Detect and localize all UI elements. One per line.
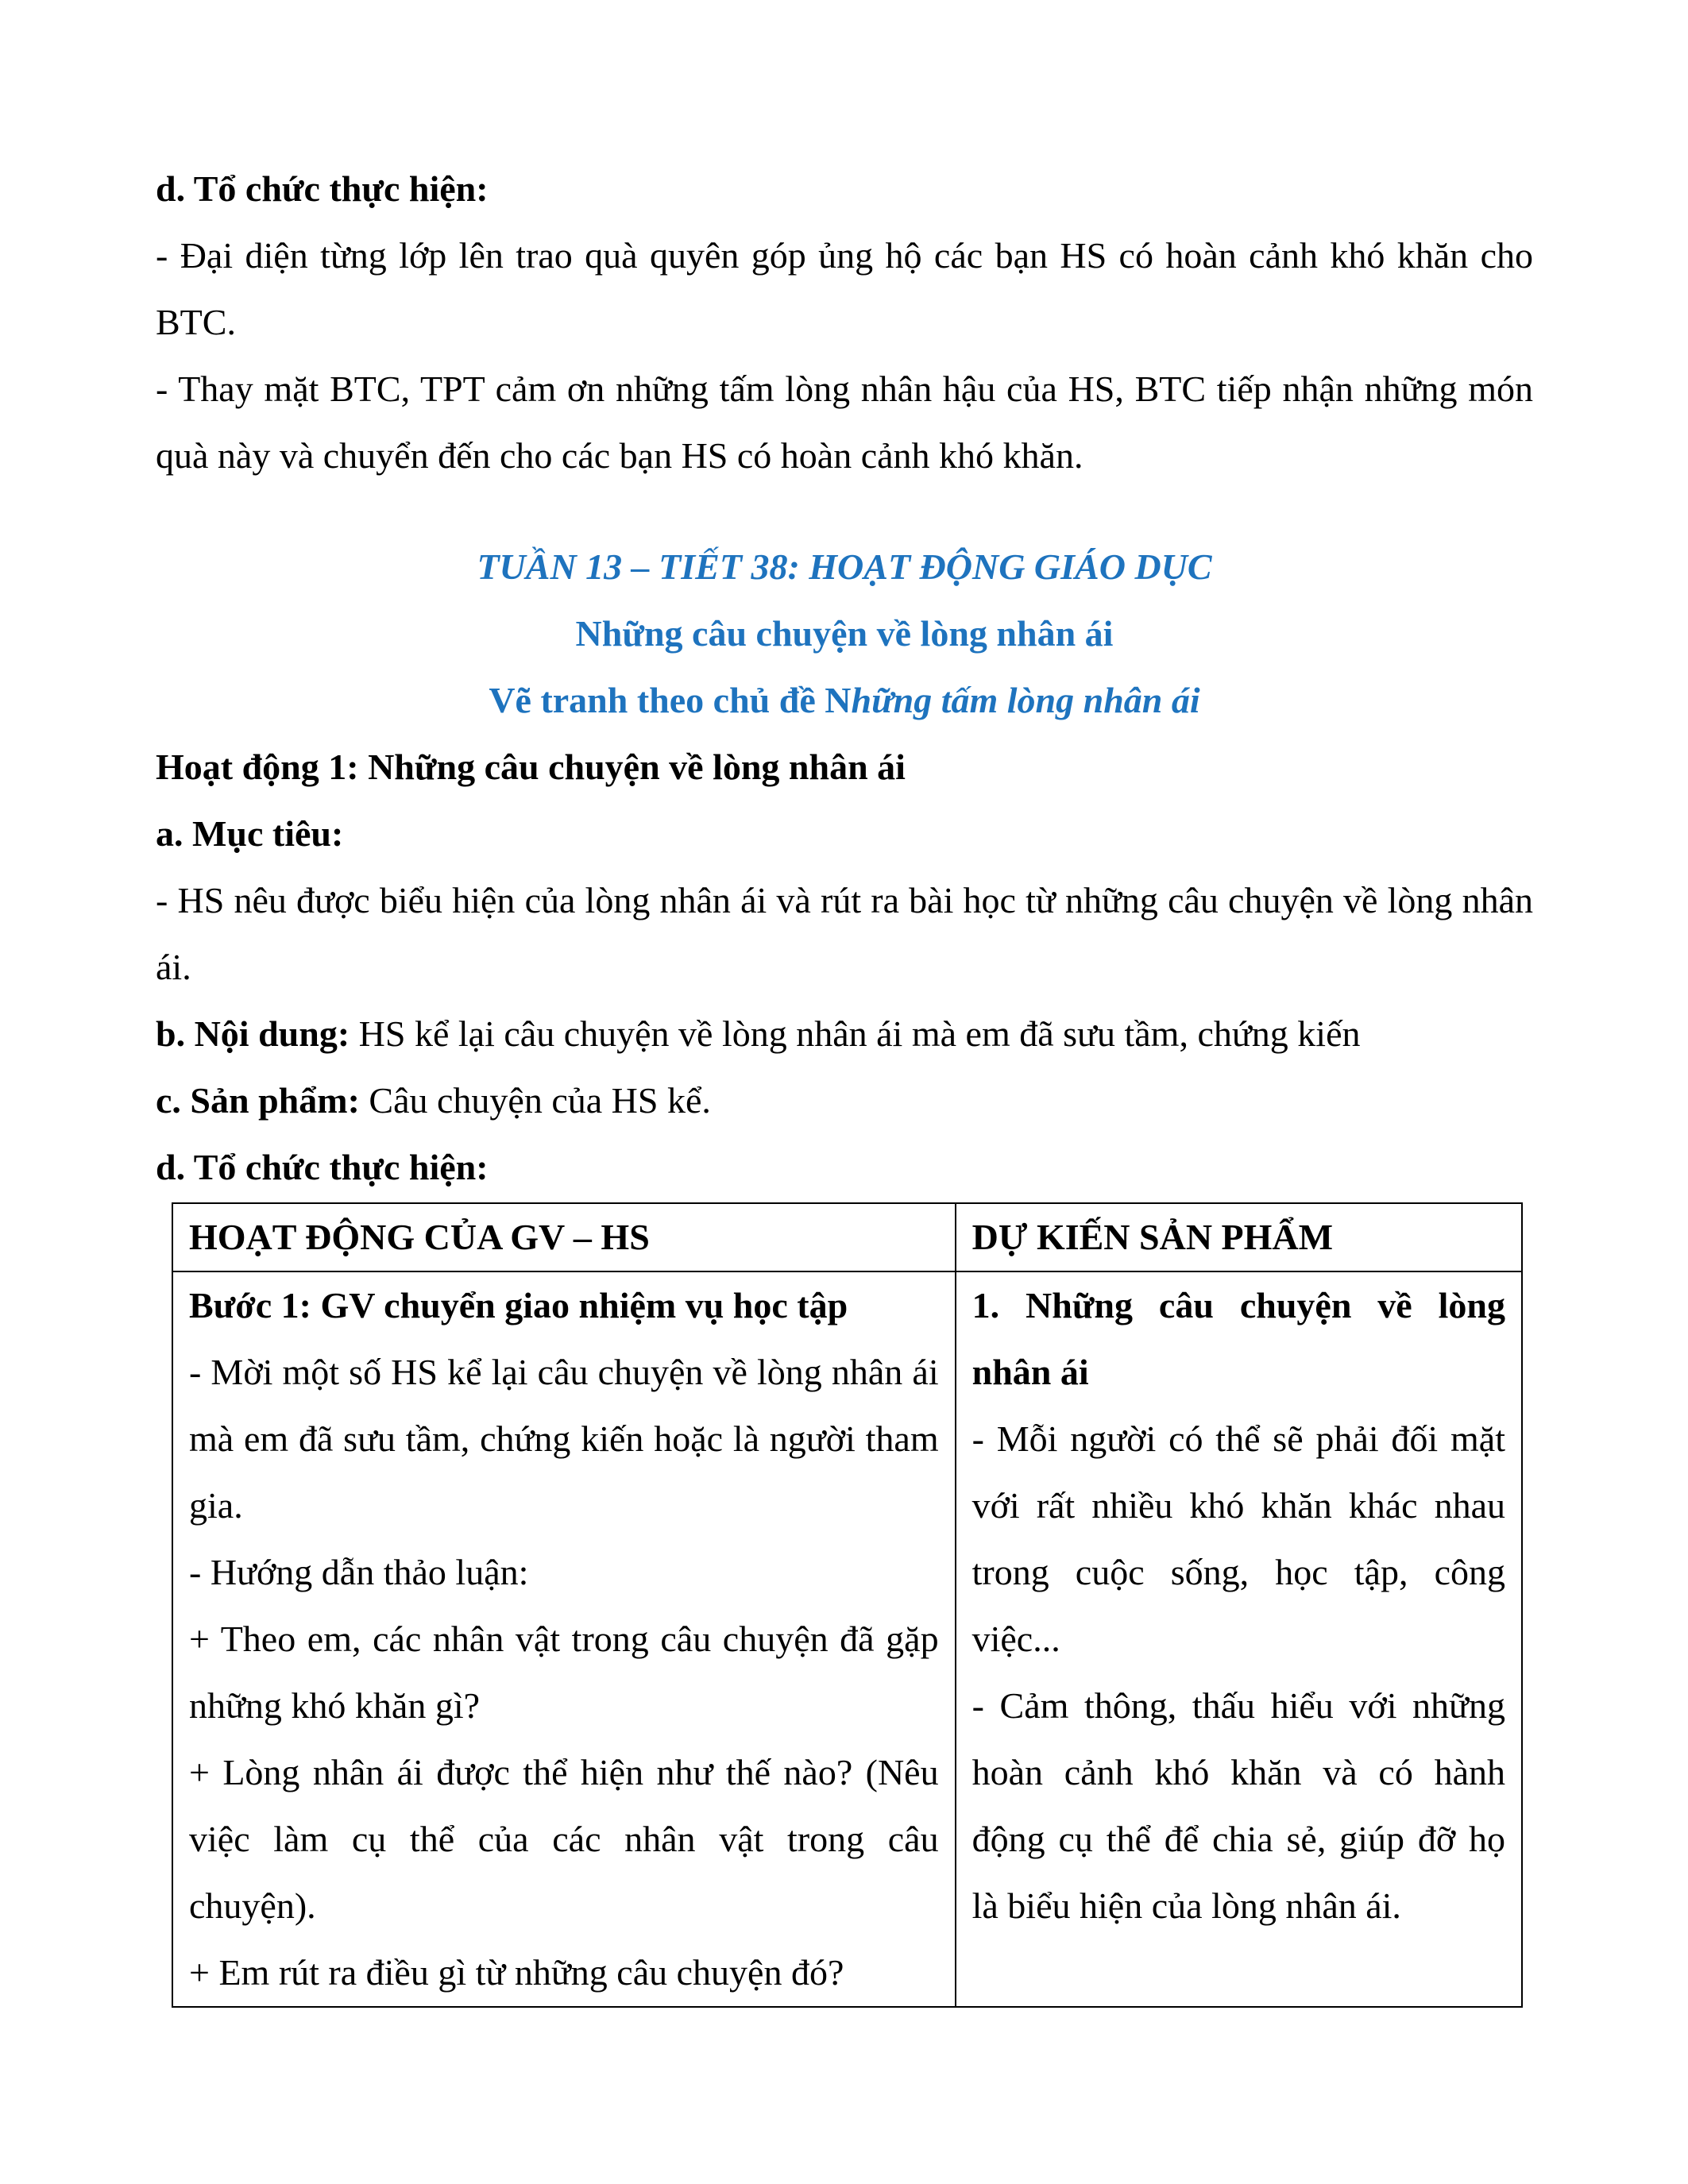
document-page — [156, 156, 1533, 2008]
lesson-subtitle-2: Vẽ tranh theo chủ đề Những tấm lòng nhân ái — [489, 680, 1200, 720]
activity-heading: Hoạt động 1: Những câu chuyện về lòng nhân ái — [156, 747, 906, 787]
product-line: c. Sản phẩm: Câu chuyện của HS kể. — [156, 1080, 711, 1121]
paragraph: - Đại diện từng lớp lên trao quà quyên góp ủng hộ các bạn HS có hoàn cảnh khó khăn cho BTC. — [156, 235, 1533, 342]
paragraph: - Thay mặt BTC, TPT cảm ơn những tấm lòng nhân hậu của HS, BTC tiếp nhận những món quà này và chuyển đến cho các bạn HS có hoàn cảnh khó khăn. — [156, 369, 1533, 476]
cell-paragraph: - Hướng dẫn thảo luận: — [189, 1552, 529, 1592]
cell-paragraph: - Mời một số HS kể lại câu chuyện về lòng nhân ái mà em đã sưu tầm, chứng kiến hoặc là người tham gia. — [189, 1352, 939, 1526]
step-heading: Bước 1: GV chuyển giao nhiệm vụ học tập — [189, 1285, 848, 1325]
table-row — [172, 1271, 1522, 2007]
lesson-title: TUẦN 13 – TIẾT 38: HOẠT ĐỘNG GIÁO DỤC — [477, 546, 1212, 587]
content-line: b. Nội dung: HS kể lại câu chuyện về lòng nhân ái mà em đã sưu tầm, chứng kiến — [156, 1013, 1361, 1054]
cell-paragraph: + Theo em, các nhân vật trong câu chuyện đã gặp những khó khăn gì? — [189, 1619, 939, 1726]
activity-table — [172, 1202, 1523, 2008]
table-cell-products — [956, 1271, 1522, 2007]
table-header-right: DỰ KIẾN SẢN PHẨM — [956, 1203, 1522, 1271]
goal-text: - HS nêu được biểu hiện của lòng nhân ái và rút ra bài học từ những câu chuyện về lòng nhân ái. — [156, 880, 1533, 987]
product-title: 1. Những câu chuyện về lòng nhân ái — [971, 1285, 1505, 1392]
cell-paragraph: + Em rút ra điều gì từ những câu chuyện đó? — [189, 1952, 844, 1993]
cell-paragraph: - Mỗi người có thể sẽ phải đối mặt với rất nhiều khó khăn khác nhau trong cuộc sống, học tập, công việc... — [971, 1418, 1505, 1659]
organization-label: d. Tổ chức thực hiện: — [156, 1147, 489, 1187]
cell-paragraph: - Cảm thông, thấu hiểu với những hoàn cảnh khó khăn và có hành động cụ thể để chia sẻ, giúp đỡ họ là biểu hiện của lòng nhân ái. — [971, 1685, 1505, 1926]
table-cell-activities — [172, 1271, 956, 2007]
section-heading: d. Tổ chức thực hiện: — [156, 168, 489, 209]
lesson-subtitle: Những câu chuyện về lòng nhân ái — [575, 613, 1114, 654]
table-header-left: HOẠT ĐỘNG CỦA GV – HS — [172, 1203, 956, 1271]
table-header-row — [172, 1203, 1522, 1271]
goal-label: a. Mục tiêu: — [156, 813, 344, 854]
cell-paragraph: + Lòng nhân ái được thể hiện như thế nào? (Nêu việc làm cụ thể của các nhân vật trong câu chuyện). — [189, 1752, 939, 1926]
